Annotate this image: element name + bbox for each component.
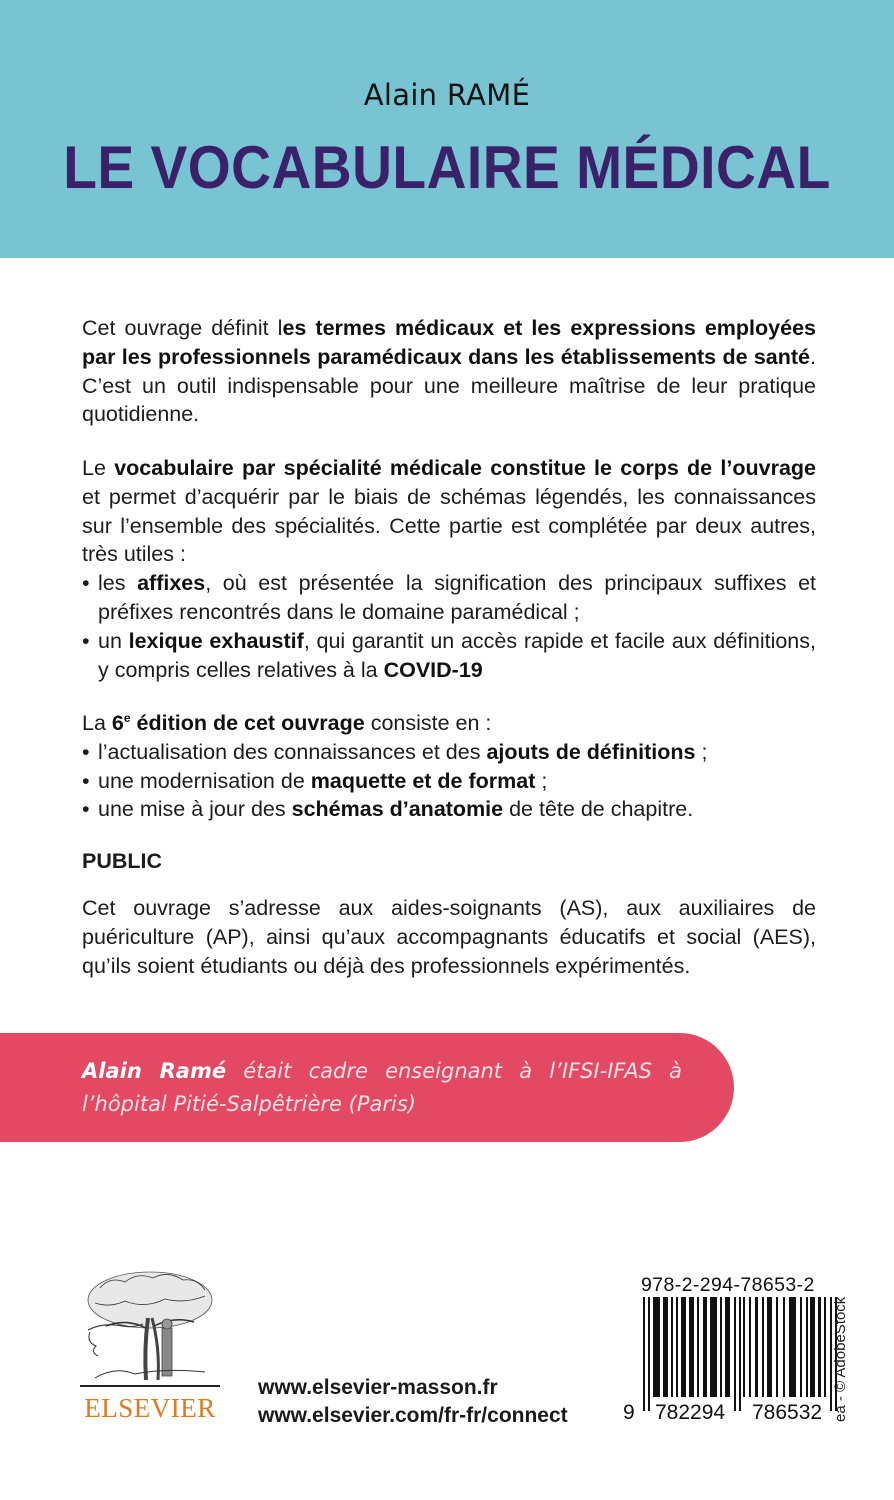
item-text: ; xyxy=(535,768,548,793)
public-heading: PUBLIC xyxy=(82,849,163,873)
publisher-name: ELSEVIER xyxy=(84,1393,216,1423)
isbn-first-digit: 9 xyxy=(623,1401,635,1424)
list-item xyxy=(82,767,816,796)
book-title: LE VOCABULAIRE MÉDICAL xyxy=(63,134,831,201)
list-item xyxy=(82,569,816,627)
bio-name: Alain Ramé xyxy=(82,1059,227,1083)
item-text: une modernisation de xyxy=(98,768,311,793)
barcode-icon xyxy=(643,1297,839,1411)
intro-bold: es termes médicaux et les expressions employées par les professionnels paramédicaux dans les établissements de santé xyxy=(82,316,816,369)
intro-text-end: . C’est un outil indispensable pour une meilleure maîtrise de leur pratique quotidienne. xyxy=(82,344,816,427)
item-text: une mise à jour des xyxy=(98,797,292,822)
item-text: ; xyxy=(695,739,708,764)
bio-text: était cadre enseignant à l’IFSI-IFAS à l’hôpital Pitié-Salpêtrière (Paris) xyxy=(82,1059,683,1116)
publisher-url-1[interactable]: www.elsevier-masson.fr xyxy=(258,1376,498,1399)
item-bold: affixes xyxy=(137,571,206,596)
list-item xyxy=(82,738,816,767)
intro-paragraph xyxy=(82,314,816,429)
item-bold: maquette et de format xyxy=(310,768,536,793)
public-paragraph: Cet ouvrage s’adresse aux aides-soignants (AS), aux auxiliaires de puériculture (AP), ainsi qu’aux accompagnants éducatifs et social (AES), qu’ils soient étudiants ou déjà des professionnels expérimentés. xyxy=(82,896,816,978)
edition-text: La xyxy=(82,711,112,735)
structure-paragraph xyxy=(82,454,816,684)
isbn-right-group: 786532 xyxy=(752,1401,823,1424)
item-text: l’actualisation des connaissances et des xyxy=(98,739,487,764)
structure-text-end: et permet d’acquérir par le biais de schémas légendés, les connaissances sur l’ensemble des spécialités. Cette partie est complétée par deux autres, très utiles : xyxy=(82,484,816,567)
structure-bold: vocabulaire par spécialité médicale constitue le corps de l’ouvrage xyxy=(114,456,816,480)
list-item xyxy=(82,627,816,685)
isbn-left-group: 782294 xyxy=(655,1401,726,1424)
structure-text: Le xyxy=(82,456,115,480)
item-text: , où est présentée la signification des principaux suffixes et préfixes rencontrés dans le domaine paramédical ; xyxy=(98,571,816,624)
item-text: les xyxy=(98,571,138,596)
structure-bullets xyxy=(82,569,816,684)
item-text: de tête de chapitre. xyxy=(503,797,694,822)
edition-text-end: consiste en : xyxy=(364,711,492,735)
list-item xyxy=(82,795,816,824)
publisher-urls xyxy=(258,1374,568,1430)
edition-bullets xyxy=(82,738,816,824)
isbn-text: 978-2-294-78653-2 xyxy=(641,1274,815,1296)
header-band xyxy=(0,0,894,258)
edition-sup: e xyxy=(123,710,131,725)
item-text: , qui garantit un accès rapide et facile aux définitions, y compris celles relatives à la xyxy=(98,628,816,682)
item-bold: COVID-19 xyxy=(383,657,483,682)
edition-bold: édition de cet ouvrage xyxy=(130,711,365,735)
edition-paragraph xyxy=(82,709,816,824)
item-bold: schémas d’anatomie xyxy=(291,797,504,822)
author-name: Alain RAMÉ xyxy=(363,78,531,112)
publisher-url-2[interactable]: www.elsevier.com/fr-fr/connect xyxy=(258,1404,568,1427)
elsevier-tree-icon xyxy=(80,1268,220,1393)
intro-text: Cet ouvrage définit l xyxy=(82,316,283,340)
item-bold: lexique exhaustif xyxy=(128,628,304,653)
image-credit: ea - © AdobeStock xyxy=(832,1296,849,1422)
item-bold: ajouts de définitions xyxy=(486,739,696,764)
edition-number: 6 xyxy=(111,711,124,735)
author-bio xyxy=(82,1055,682,1121)
item-text: un xyxy=(98,628,129,653)
